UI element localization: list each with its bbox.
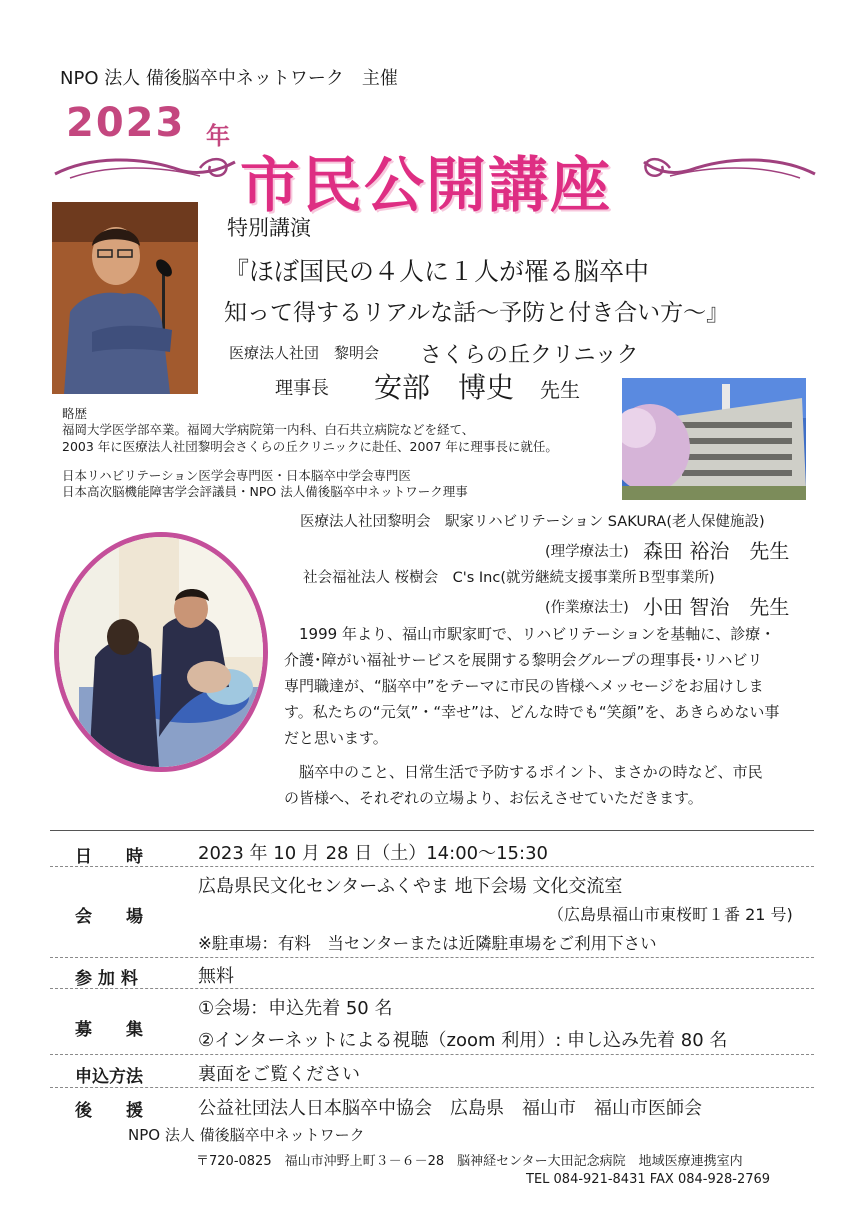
support-label: 後 援 <box>75 1101 143 1121</box>
event-title: 市民公開講座 <box>240 151 612 221</box>
rehab-speaker-1: 森田 裕治 先生 <box>643 539 790 563</box>
datetime-value: 2023 年 10 月 28 日（土）14:00～15:30 <box>198 843 548 864</box>
speaker-role: 理事長 <box>275 378 329 399</box>
fee-value: 無料 <box>198 966 234 987</box>
rehab-speaker-2: 小田 智治 先生 <box>643 595 790 619</box>
organizer-line: NPO 法人 備後脳卒中ネットワーク 主催 <box>60 68 398 89</box>
apply-label: 申込方法 <box>75 1067 143 1087</box>
bio-line: 2003 年に医療法人社団黎明会さくらの丘クリニックに赴任、2007 年に理事長に就任。 <box>62 439 558 454</box>
venue-address: （広島県福山市東桜町１番 21 号) <box>548 905 793 924</box>
rehab-description-line: の皆様へ、それぞれの立場より、お伝えさせていただきます。 <box>284 789 703 807</box>
rehab-title-2: (作業療法士) <box>545 600 629 616</box>
event-year-unit: 年 <box>206 122 230 150</box>
footer-contact: TEL 084-921-8431 FAX 084-928-2769 <box>526 1172 771 1187</box>
rehab-description-line: 専門職達が、“脳卒中”をテーマに市民の皆様へメッセージをお届けしま <box>284 677 764 695</box>
recruit-venue: ①会場：申込先着 50 名 <box>198 998 393 1019</box>
rehab-description-line: す。私たちの“元気”・“幸せ”は、どんな時でも“笑顔”を、あきらめない事 <box>284 703 780 721</box>
rehab-description-line: 脳卒中のこと、日常生活で予防するポイント、まさかの時など、市民 <box>284 763 763 781</box>
bio-line: 日本高次脳機能障害学会評議員・NPO 法人備後脳卒中ネットワーク理事 <box>62 484 468 499</box>
bio-heading: 略歴 <box>62 406 88 421</box>
row-divider <box>50 866 814 867</box>
speaker-clinic: さくらの丘クリニック <box>420 343 639 368</box>
rehab-title-1: (理学療法士) <box>545 544 629 560</box>
lecture-title-line1: 『ほぼ国民の４人に１人が罹る脳卒中 <box>224 257 650 286</box>
speaker-photo <box>52 202 198 394</box>
support-value-2: NPO 法人 備後脳卒中ネットワーク <box>128 1126 365 1144</box>
footer-address: 〒720-0825 福山市沖野上町３－６－28 脳神経センター大田記念病院 地域医療連携室内 <box>196 1154 743 1169</box>
apply-value: 裏面をご覧ください <box>198 1064 360 1085</box>
right-flourish-ornament <box>640 148 820 188</box>
row-divider <box>50 957 814 958</box>
rehab-description-line: 1999 年より、福山市駅家町で、リハビリテーションを基軸に、診療・ <box>284 625 776 643</box>
support-value: 公益社団法人日本脳卒中協会 広島県 福山市 福山市医師会 <box>198 1098 702 1119</box>
speaker-organization: 医療法人社団 黎明会 <box>229 344 380 362</box>
venue-name: 広島県民文化センターふくやま 地下会場 文化交流室 <box>198 876 623 897</box>
rehab-description-line: だと思います。 <box>284 729 388 747</box>
special-lecture-label: 特別講演 <box>227 216 311 240</box>
rehab-description-line: 介護･障がい福祉サービスを展開する黎明会グループの理事長･リハビリ <box>284 651 763 669</box>
venue-parking-note: ※駐車場：有料 当センターまたは近隣駐車場をご利用下さい <box>198 934 657 953</box>
lecture-title-line2: 知って得するリアルな話～予防と付き合い方～』 <box>224 300 730 326</box>
speaker-honorific: 先生 <box>540 378 580 402</box>
rehabilitation-photo <box>54 532 268 772</box>
row-divider <box>50 988 814 989</box>
recruit-label: 募 集 <box>75 1020 143 1040</box>
details-top-rule <box>50 830 814 831</box>
venue-label: 会 場 <box>75 907 143 927</box>
event-year: 2023 <box>66 100 186 146</box>
datetime-label: 日 時 <box>75 847 143 867</box>
row-divider <box>50 1054 814 1055</box>
row-divider <box>50 1087 814 1088</box>
bio-line: 日本リハビリテーション医学会専門医・日本脳卒中学会専門医 <box>62 468 411 483</box>
rehab-org-1: 医療法人社団黎明会 駅家リハビリテーション SAKURA(老人保健施設) <box>300 514 765 530</box>
speaker-name: 安部 博史 <box>374 371 515 404</box>
rehab-org-2: 社会福祉法人 桜樹会 C's Inc(就労継続支援事業所Ｂ型事業所) <box>303 570 715 586</box>
fee-label: 参 加 料 <box>75 969 138 989</box>
recruit-online: ②インターネットによる視聴（zoom 利用）: 申し込み先着 80 名 <box>198 1030 728 1051</box>
left-flourish-ornament <box>50 148 240 188</box>
bio-line: 福岡大学医学部卒業。福岡大学病院第一内科、白石共立病院などを経て、 <box>62 422 475 437</box>
clinic-building-photo <box>622 378 806 500</box>
